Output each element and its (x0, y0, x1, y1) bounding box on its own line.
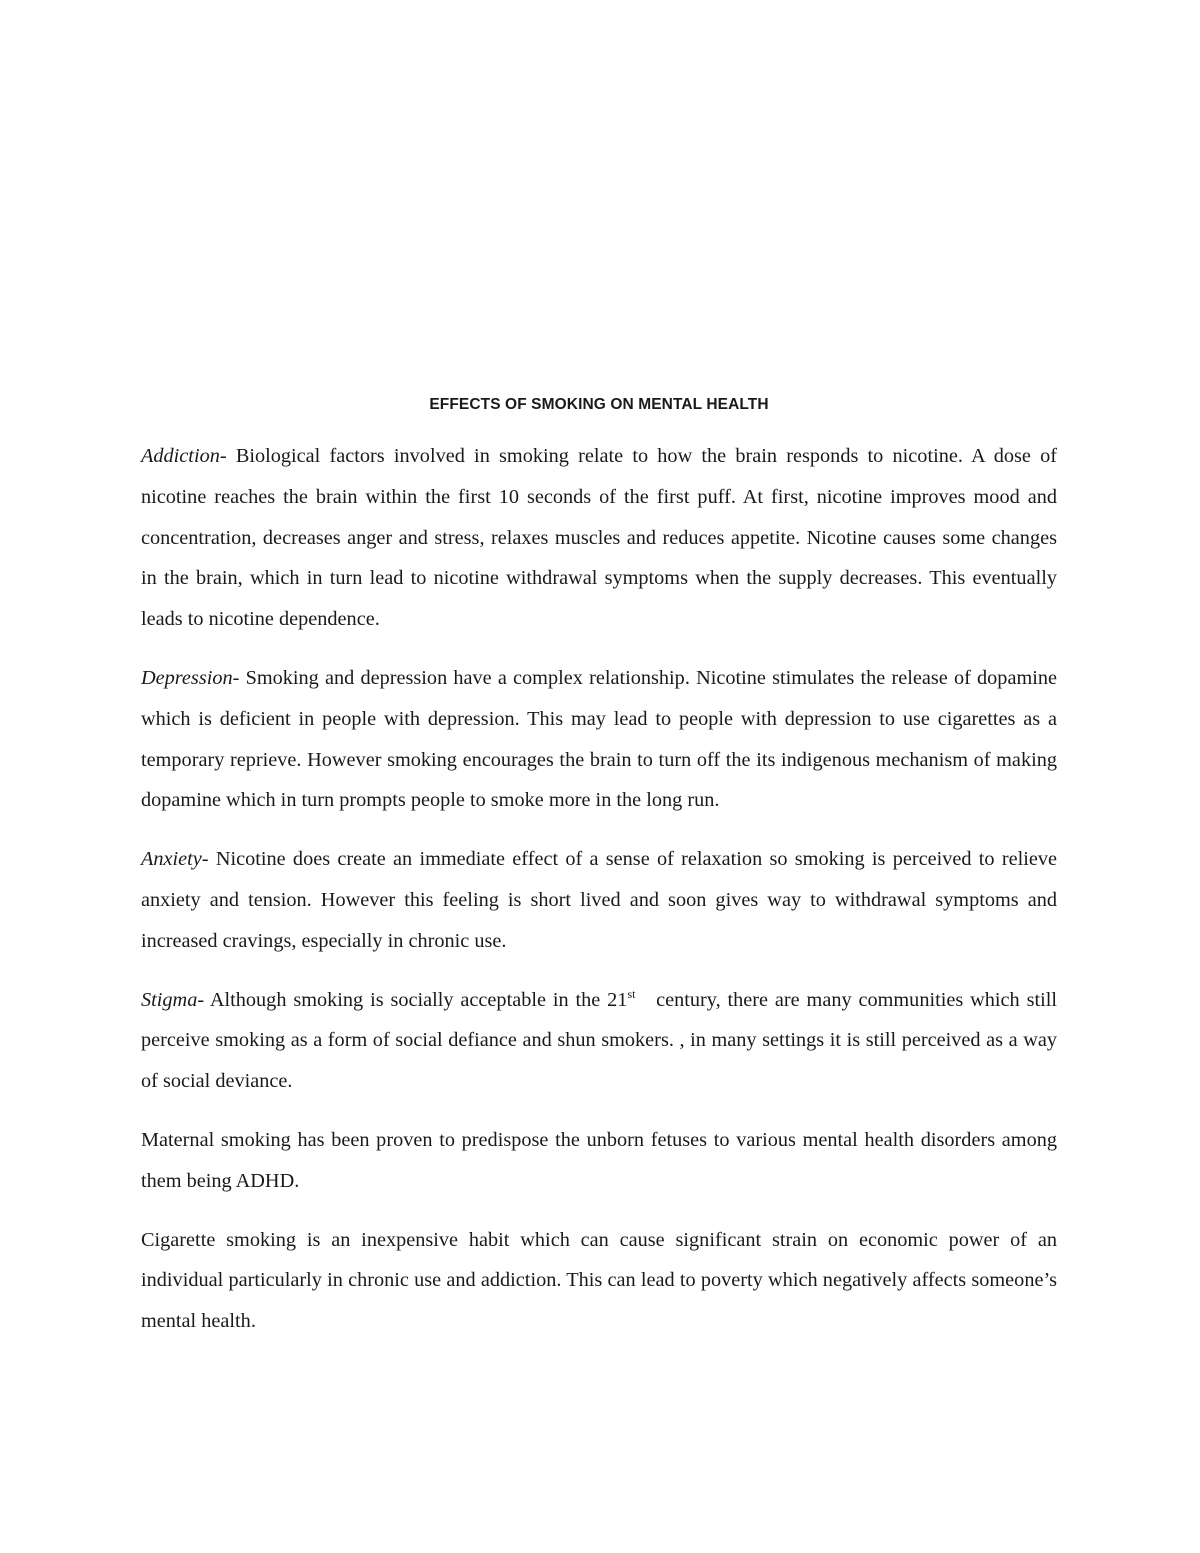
document-title: EFFECTS OF SMOKING ON MENTAL HEALTH (429, 396, 769, 413)
paragraph-depression-text: Smoking and depression have a complex relationship. Nicotine stimulates the release of dopamine which is deficient in people with depression. This may lead to people with depression to use cigarettes as a temporary reprieve. However smoking encourages the brain to turn off the its indigenous mechanism of making dopamine which in turn prompts people to smoke more in the long run. (141, 666, 1057, 812)
paragraph-anxiety-text: Nicotine does create an immediate effect of a sense of relaxation so smoking is perceived to relieve anxiety and tension. However this feeling is short lived and soon gives way to withdrawal symptoms and increased cravings, especially in chronic use. (141, 848, 1057, 952)
paragraph-addiction-text: Biological factors involved in smoking relate to how the brain responds to nicotine. A dose of nicotine reaches the brain within the first 10 seconds of the first puff. At first, nicotine improves mood and concentration, decreases anger and stress, relaxes muscles and reduces appetite. Nicotine causes some changes in the brain, which in turn lead to nicotine withdrawal symptoms when the supply decreases. This eventually leads to nicotine dependence. (141, 445, 1057, 631)
term-depression: Depression- (141, 666, 240, 689)
paragraph-anxiety (141, 839, 1057, 961)
paragraph-maternal: Maternal smoking has been proven to predispose the unborn fetuses to various mental health disorders among them being ADHD. (141, 1128, 1057, 1192)
paragraph-depression (141, 658, 1057, 821)
term-anxiety: Anxiety- (141, 848, 209, 871)
paragraph-stigma (141, 980, 1063, 1102)
document-body (141, 394, 1063, 1360)
paragraph-stigma-text-after: century, there are many communities which still perceive smoking as a form of social defiance and shun smokers. , in many settings it is still perceived as a way of social deviance. (141, 988, 1063, 1093)
paragraph-stigma-text-before: Although smoking is socially acceptable in the 21 (204, 988, 628, 1011)
term-addiction: Addiction- (141, 445, 227, 467)
term-stigma: Stigma- (141, 988, 205, 1011)
paragraph-addiction (141, 436, 1057, 640)
ordinal-superscript: st (627, 986, 636, 1001)
paragraph-economic: Cigarette smoking is an inexpensive habit which can cause significant strain on economic power of an individual particularly in chronic use and addiction. This can lead to poverty which negatively affects someone’s mental health. (141, 1228, 1057, 1333)
